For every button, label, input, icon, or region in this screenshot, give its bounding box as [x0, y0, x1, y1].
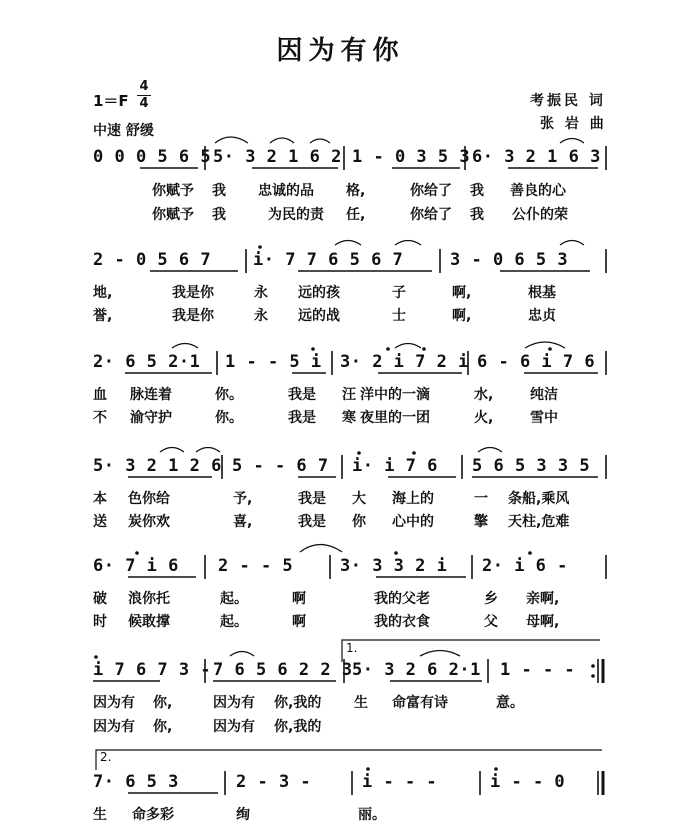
lyric-word: 色你给	[128, 491, 170, 507]
lyric-word: 起。	[220, 591, 248, 607]
lyric-word: 生	[354, 695, 368, 711]
lyric-word: 公仆的荣	[512, 207, 568, 223]
lyric-word: 啊	[292, 591, 306, 607]
measure: 6 - 6 i 7 6	[477, 352, 596, 372]
measure: 2· 6 5 2·1	[93, 352, 201, 372]
lyric-word: 擎	[474, 514, 488, 530]
measure: 1 - - 5 i	[225, 352, 322, 372]
measure: 1 - 0 3 5 3	[352, 147, 471, 167]
lyric-word: 我是你	[172, 285, 214, 301]
lyric-word: 你给了	[410, 183, 452, 199]
first-ending-label: 1.	[346, 641, 358, 655]
lyric-word: 心中的	[392, 514, 434, 530]
lyric-word: 永	[254, 285, 268, 301]
repeat-dots	[591, 664, 595, 678]
lyric-word: 亲啊,	[526, 591, 560, 607]
measure: 2 - 0 5 6 7	[93, 250, 212, 270]
lyric-word: 大	[352, 491, 366, 507]
lyric-word: 你	[352, 514, 366, 530]
lyric-word: 地,	[93, 285, 113, 301]
measure: i· i 7 6	[352, 456, 438, 476]
song-title: 因为有你	[276, 36, 405, 66]
measure: 5 6 5 3 3 5	[472, 456, 591, 476]
lyric-word: 我是	[288, 410, 316, 426]
lyric-word: 我是你	[172, 308, 214, 324]
lyricist-credit: 考振民 词	[530, 93, 606, 109]
lyric-word: 你赋予	[152, 207, 194, 223]
lyric-word: 远的战	[298, 308, 340, 324]
lyric-word: 为民的责	[268, 207, 324, 223]
lyric-word: 啊	[292, 614, 306, 630]
lyric-word: 绚	[236, 807, 250, 823]
lyric-word: 我	[470, 207, 484, 223]
measure: i - - 0	[490, 772, 566, 792]
lyric-word: 啊,	[452, 308, 472, 324]
lyric-word: 忠贞	[528, 308, 556, 324]
lyric-word: 因为有	[213, 695, 255, 711]
lyric-word: 我是	[288, 387, 316, 403]
measure: 5 - - 6 7	[232, 456, 329, 476]
lyric-word: 脉连着	[130, 387, 172, 403]
measure: 5· 3 2 1 2 6	[93, 456, 222, 476]
lyric-word: 你赋予	[152, 183, 194, 199]
lyric-word: 渝守护	[130, 410, 172, 426]
measure: 7· 6 5 3	[93, 772, 179, 792]
lyric-word: 条船,乘风	[508, 491, 570, 507]
lyric-word: 我	[212, 183, 226, 199]
lyric-word: 汪	[342, 387, 356, 403]
lyric-word: 子	[392, 285, 406, 301]
key-signature: 1＝F	[93, 92, 129, 110]
lyric-word: 候敢撑	[128, 614, 170, 630]
lyric-word: 誉,	[93, 308, 113, 324]
lyric-word: 天柱,危难	[508, 514, 570, 530]
lyric-word: 予,	[233, 491, 253, 507]
lyric-word: 你,	[153, 695, 173, 711]
measure: 3· 3 3 2 i	[340, 556, 448, 576]
lyric-word: 生	[93, 807, 107, 823]
lyric-word: 送	[93, 514, 107, 530]
lyric-word: 洋中的一滴	[360, 387, 430, 403]
lyric-word: 父	[484, 614, 498, 630]
time-signature-top: 4	[139, 79, 149, 94]
lyric-word: 你。	[215, 410, 243, 426]
lyric-word: 我	[470, 183, 484, 199]
lyric-word: 因为有	[213, 719, 255, 735]
measure: 1 - - -	[500, 660, 576, 680]
lyric-word: 乡	[484, 591, 498, 607]
measure: 6· 3 2 1 6 3	[472, 147, 601, 167]
measure: i· 7 7 6 5 6 7	[253, 250, 404, 270]
lyric-word: 起。	[220, 614, 248, 630]
measure: i - - -	[362, 772, 438, 792]
lyric-word: 水,	[474, 387, 494, 403]
lyric-word: 浪你托	[128, 591, 170, 607]
measure: 0 0 0 5 6 5	[93, 147, 212, 167]
measure: 7 6 5 6 2 2 3	[213, 660, 353, 680]
lyric-word: 炭你欢	[128, 514, 170, 530]
lyric-word: 我的父老	[374, 591, 430, 607]
lyric-word: 因为有	[93, 695, 135, 711]
composer-credit: 张 岩 曲	[540, 116, 607, 132]
lyric-word: 丽。	[358, 807, 386, 823]
measure: 2 - - 5	[218, 556, 294, 576]
measure: 2 - 3 -	[236, 772, 312, 792]
lyric-word: 命多彩	[132, 807, 174, 823]
lyric-word: 雪中	[530, 410, 558, 426]
time-signature-bottom: 4	[139, 96, 149, 111]
measure: 2· i 6 -	[482, 556, 568, 576]
lyric-word: 士	[392, 308, 406, 324]
lyric-word: 夜里的一团	[360, 410, 430, 426]
measure: 5· 3 2 6 2·1	[352, 660, 481, 680]
lyric-word: 你。	[215, 387, 243, 403]
lyric-word: 纯洁	[530, 387, 558, 403]
tempo-marking: 中速 舒缓	[93, 123, 154, 139]
lyric-word: 本	[93, 491, 107, 507]
lyric-word: 血	[93, 387, 107, 403]
lyric-word: 时	[93, 614, 107, 630]
lyric-word: 忠诚的品	[258, 183, 314, 199]
lyric-word: 我	[212, 207, 226, 223]
second-ending-label: 2.	[100, 750, 112, 764]
lyric-word: 母啊,	[526, 614, 560, 630]
measure: 6· 7 i 6	[93, 556, 179, 576]
lyric-word: 你,我的	[274, 695, 322, 711]
time-signature	[135, 80, 153, 111]
lyric-word: 你给了	[410, 207, 452, 223]
lyric-word: 啊,	[452, 285, 472, 301]
lyric-word: 你,	[153, 719, 173, 735]
lyric-word: 海上的	[392, 491, 434, 507]
lyric-word: 我是	[298, 491, 326, 507]
lyric-word: 远的孩	[298, 285, 340, 301]
lyric-word: 我的衣食	[374, 614, 430, 630]
lyric-word: 一	[474, 491, 488, 507]
lyric-word: 破	[93, 591, 107, 607]
lyric-word: 你,我的	[274, 719, 322, 735]
lyric-word: 喜,	[233, 514, 253, 530]
lyric-word: 火,	[474, 410, 494, 426]
lyric-word: 因为有	[93, 719, 135, 735]
measure: 5· 3 2 1 6 2	[213, 147, 342, 167]
lyric-word: 不	[93, 410, 107, 426]
lyric-word: 格,	[346, 183, 366, 199]
lyric-word: 根基	[528, 285, 556, 301]
lyric-word: 意。	[496, 695, 524, 711]
measure: i 7 6 7 3 -	[93, 660, 212, 680]
lyric-word: 我是	[298, 514, 326, 530]
lyric-word: 任,	[346, 207, 366, 223]
lyric-word: 寒	[342, 410, 356, 426]
measure: 3 - 0 6 5 3	[450, 250, 569, 270]
lyric-word: 命富有诗	[392, 695, 448, 711]
measure: 3· 2 i 7 2 i	[340, 352, 469, 372]
lyric-word: 永	[254, 308, 268, 324]
lyric-word: 善良的心	[510, 183, 566, 199]
